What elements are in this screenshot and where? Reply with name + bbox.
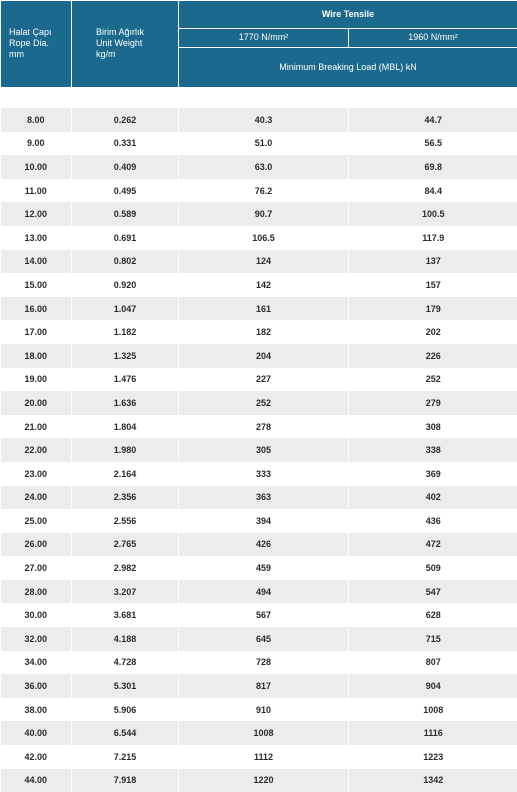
rope-diameter-cell: 22.00	[1, 438, 72, 462]
table-header	[1, 1, 517, 88]
rope-diameter-cell: 25.00	[1, 509, 72, 533]
mbl-1770-cell: 728	[179, 651, 349, 675]
unit-weight-label-tr: Birim Ağırlık	[96, 27, 174, 38]
unit-weight-unit: kg/m	[96, 49, 174, 60]
mbl-1960-cell: 904	[349, 674, 517, 698]
mbl-1770-cell: 1112	[179, 745, 349, 769]
table-row	[1, 297, 517, 321]
mbl-1770-cell: 567	[179, 603, 349, 627]
mbl-1770-cell: 305	[179, 438, 349, 462]
mbl-1770-cell: 1220	[179, 769, 349, 792]
mbl-1960-cell: 100.5	[349, 202, 517, 226]
mbl-1770-cell: 278	[179, 415, 349, 439]
table-row	[1, 462, 517, 486]
mbl-1960-cell: 369	[349, 462, 517, 486]
mbl-1960-cell: 84.4	[349, 179, 517, 203]
unit-weight-cell: 1.980	[72, 438, 179, 462]
mbl-1960-cell: 226	[349, 344, 517, 368]
unit-weight-cell: 1.636	[72, 391, 179, 415]
table-row	[1, 368, 517, 392]
mbl-1960-cell: 509	[349, 556, 517, 580]
mbl-1770-cell: 459	[179, 556, 349, 580]
unit-weight-cell: 0.409	[72, 155, 179, 179]
mbl-1960-cell: 252	[349, 368, 517, 392]
rope-diameter-cell: 28.00	[1, 580, 72, 604]
unit-weight-cell: 2.556	[72, 509, 179, 533]
table-row	[1, 556, 517, 580]
rope-diameter-cell: 13.00	[1, 226, 72, 250]
rope-diameter-cell: 36.00	[1, 674, 72, 698]
unit-weight-cell: 5.906	[72, 698, 179, 722]
grade-1770-header: 1770 N/mm²	[179, 28, 349, 47]
unit-weight-cell: 2.164	[72, 462, 179, 486]
mbl-1960-cell: 44.7	[349, 108, 517, 132]
table-row	[1, 533, 517, 557]
table-row	[1, 202, 517, 226]
unit-weight-cell: 0.691	[72, 226, 179, 250]
rope-diameter-label-tr: Halat Çapı	[9, 27, 67, 38]
unit-weight-label-en: Unit Weight	[96, 38, 174, 49]
mbl-1960-cell: 117.9	[349, 226, 517, 250]
mbl-1960-cell: 402	[349, 486, 517, 510]
unit-weight-cell: 2.982	[72, 556, 179, 580]
unit-weight-cell: 7.215	[72, 745, 179, 769]
rope-diameter-cell: 30.00	[1, 603, 72, 627]
unit-weight-cell: 2.356	[72, 486, 179, 510]
mbl-1770-cell: 1008	[179, 721, 349, 745]
mbl-1770-cell: 252	[179, 391, 349, 415]
mbl-1770-cell: 394	[179, 509, 349, 533]
table-row	[1, 226, 517, 250]
rope-diameter-cell: 40.00	[1, 721, 72, 745]
mbl-1960-cell: 179	[349, 297, 517, 321]
mbl-1770-cell: 204	[179, 344, 349, 368]
grade-1960-header: 1960 N/mm²	[349, 28, 517, 47]
unit-weight-cell: 0.262	[72, 108, 179, 132]
mbl-1770-cell: 363	[179, 486, 349, 510]
rope-diameter-cell: 18.00	[1, 344, 72, 368]
mbl-1960-cell: 137	[349, 250, 517, 274]
table-row	[1, 108, 517, 132]
table-row	[1, 132, 517, 156]
unit-weight-cell: 0.802	[72, 250, 179, 274]
mbl-1960-cell: 202	[349, 320, 517, 344]
table-row	[1, 603, 517, 627]
unit-weight-cell: 1.476	[72, 368, 179, 392]
rope-diameter-cell: 26.00	[1, 533, 72, 557]
table-row	[1, 580, 517, 604]
wire-tensile-header: Wire Tensile	[179, 1, 517, 29]
mbl-1960-cell: 1116	[349, 721, 517, 745]
unit-weight-cell: 0.920	[72, 273, 179, 297]
mbl-1960-cell: 436	[349, 509, 517, 533]
mbl-header: Minimum Breaking Load (MBL) kN	[179, 48, 517, 88]
mbl-1770-cell: 645	[179, 627, 349, 651]
table-row	[1, 627, 517, 651]
unit-weight-cell: 0.589	[72, 202, 179, 226]
mbl-1960-cell: 1223	[349, 745, 517, 769]
rope-diameter-cell: 24.00	[1, 486, 72, 510]
mbl-1770-cell: 227	[179, 368, 349, 392]
mbl-1770-cell: 426	[179, 533, 349, 557]
mbl-1960-cell: 472	[349, 533, 517, 557]
unit-weight-header	[72, 1, 179, 88]
rope-diameter-cell: 34.00	[1, 651, 72, 675]
mbl-1770-cell: 106.5	[179, 226, 349, 250]
rope-diameter-cell: 11.00	[1, 179, 72, 203]
mbl-1770-cell: 333	[179, 462, 349, 486]
mbl-1960-cell: 1342	[349, 769, 517, 792]
mbl-1960-cell: 279	[349, 391, 517, 415]
table-row	[1, 391, 517, 415]
unit-weight-cell: 7.918	[72, 769, 179, 792]
rope-diameter-header	[1, 1, 72, 88]
table-row	[1, 179, 517, 203]
table-row	[1, 344, 517, 368]
table-row	[1, 250, 517, 274]
mbl-1960-cell: 308	[349, 415, 517, 439]
rope-diameter-cell: 14.00	[1, 250, 72, 274]
rope-diameter-cell: 27.00	[1, 556, 72, 580]
rope-diameter-cell: 32.00	[1, 627, 72, 651]
rope-diameter-unit: mm	[9, 49, 67, 60]
mbl-1770-cell: 494	[179, 580, 349, 604]
unit-weight-cell: 1.325	[72, 344, 179, 368]
table-row	[1, 721, 517, 745]
mbl-1770-cell: 76.2	[179, 179, 349, 203]
rope-diameter-cell: 12.00	[1, 202, 72, 226]
rope-diameter-cell: 19.00	[1, 368, 72, 392]
rope-diameter-cell: 17.00	[1, 320, 72, 344]
table-row	[1, 320, 517, 344]
table-row	[1, 273, 517, 297]
mbl-1770-cell: 142	[179, 273, 349, 297]
mbl-1960-cell: 547	[349, 580, 517, 604]
table-row	[1, 438, 517, 462]
mbl-1770-cell: 124	[179, 250, 349, 274]
unit-weight-cell: 5.301	[72, 674, 179, 698]
rope-diameter-cell: 10.00	[1, 155, 72, 179]
unit-weight-cell: 3.207	[72, 580, 179, 604]
mbl-1770-cell: 40.3	[179, 108, 349, 132]
unit-weight-cell: 4.728	[72, 651, 179, 675]
rope-diameter-label-en: Rope Dia.	[9, 38, 67, 49]
unit-weight-cell: 1.047	[72, 297, 179, 321]
unit-weight-cell: 2.765	[72, 533, 179, 557]
table-row	[1, 698, 517, 722]
table-row	[1, 651, 517, 675]
unit-weight-cell: 1.182	[72, 320, 179, 344]
unit-weight-cell: 1.804	[72, 415, 179, 439]
mbl-1770-cell: 817	[179, 674, 349, 698]
mbl-1960-cell: 628	[349, 603, 517, 627]
spacer-cell	[1, 88, 517, 109]
rope-diameter-cell: 23.00	[1, 462, 72, 486]
mbl-1770-cell: 51.0	[179, 132, 349, 156]
rope-diameter-cell: 8.00	[1, 108, 72, 132]
table-row	[1, 745, 517, 769]
table-row	[1, 769, 517, 792]
mbl-1960-cell: 56.5	[349, 132, 517, 156]
unit-weight-cell: 3.681	[72, 603, 179, 627]
table-body	[1, 88, 517, 792]
mbl-1960-cell: 715	[349, 627, 517, 651]
mbl-1960-cell: 338	[349, 438, 517, 462]
mbl-1770-cell: 182	[179, 320, 349, 344]
table-row	[1, 415, 517, 439]
unit-weight-cell: 6.544	[72, 721, 179, 745]
rope-diameter-cell: 44.00	[1, 769, 72, 792]
table-row	[1, 674, 517, 698]
header-spacer	[1, 88, 517, 109]
rope-diameter-cell: 15.00	[1, 273, 72, 297]
mbl-1770-cell: 63.0	[179, 155, 349, 179]
mbl-1960-cell: 157	[349, 273, 517, 297]
rope-diameter-cell: 20.00	[1, 391, 72, 415]
table-row	[1, 509, 517, 533]
unit-weight-cell: 0.495	[72, 179, 179, 203]
rope-diameter-cell: 16.00	[1, 297, 72, 321]
mbl-1770-cell: 161	[179, 297, 349, 321]
table-row	[1, 486, 517, 510]
rope-diameter-cell: 38.00	[1, 698, 72, 722]
mbl-1960-cell: 69.8	[349, 155, 517, 179]
rope-diameter-cell: 9.00	[1, 132, 72, 156]
mbl-1960-cell: 807	[349, 651, 517, 675]
rope-diameter-cell: 42.00	[1, 745, 72, 769]
unit-weight-cell: 4.188	[72, 627, 179, 651]
mbl-1770-cell: 90.7	[179, 202, 349, 226]
table-row	[1, 155, 517, 179]
rope-diameter-cell: 21.00	[1, 415, 72, 439]
mbl-1770-cell: 910	[179, 698, 349, 722]
mbl-1960-cell: 1008	[349, 698, 517, 722]
unit-weight-cell: 0.331	[72, 132, 179, 156]
